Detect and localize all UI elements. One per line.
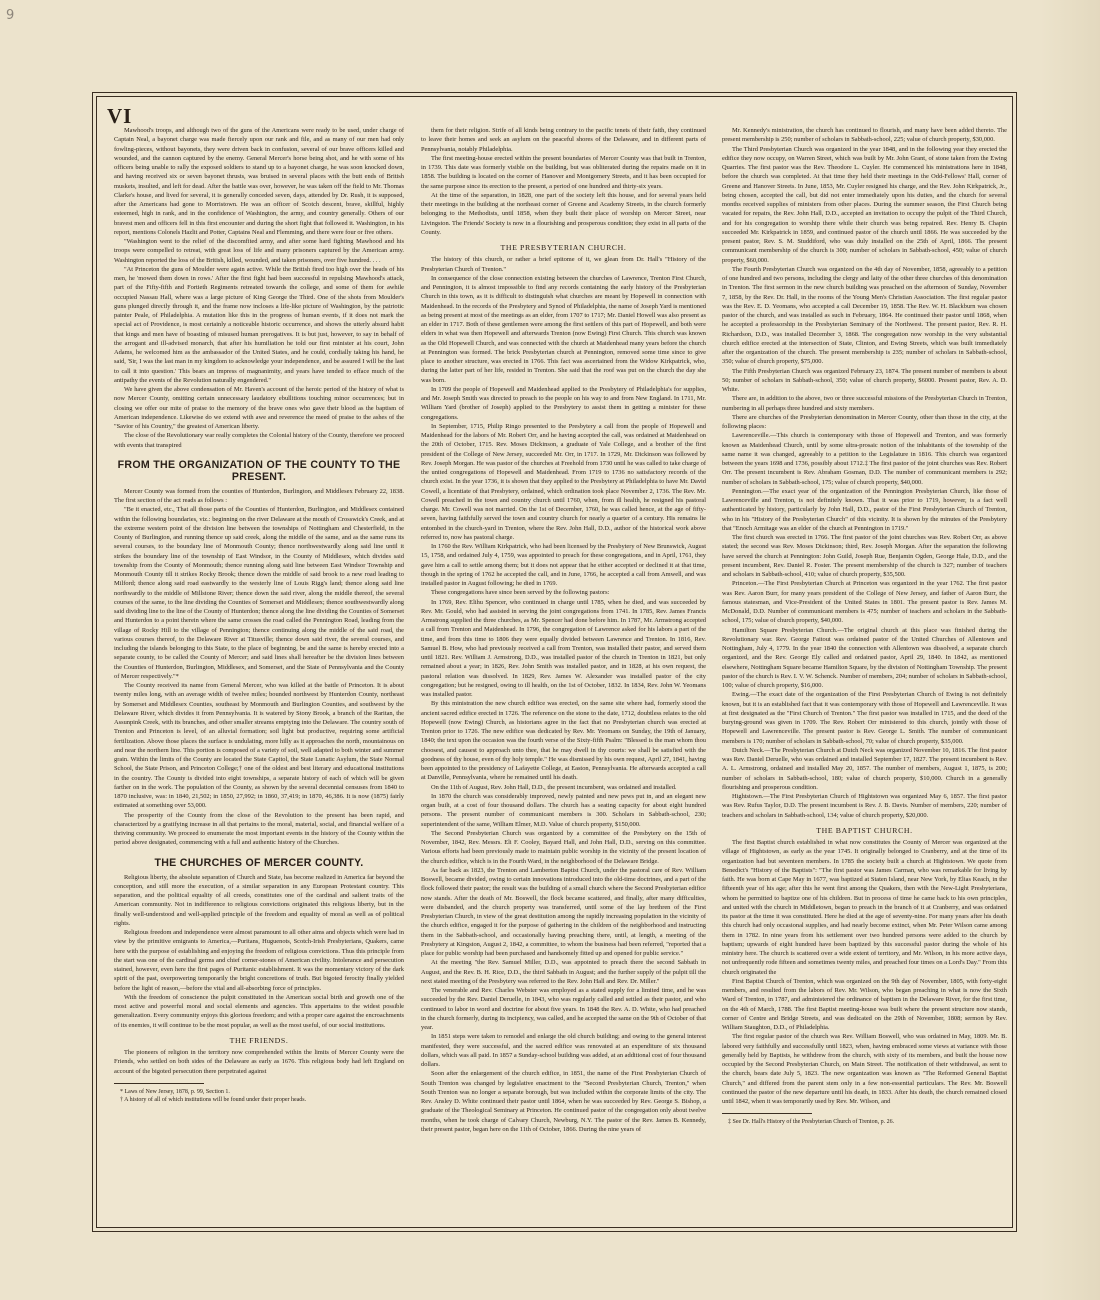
paragraph: Princeton.—The First Presbyterian Church at Princeton was organized in the year 1762. The first pastor was Rev. Aaron Burr, for many years president of the College of New Jersey, and father of Aaron Burr, the famous statesman, and Vice-President of the United States in 1801. The present pastor is Rev. James M. McDonald, D.D. Number of communicant members is 475; number of teachers and scholars in the Sabbath-school, 175; value of church property, $40,000. xyxy=(722,580,1007,625)
paragraph: The venerable and Rev. Charles Webster was employed as a stated supply for a limited time, and he was succeeded by the Rev. Daniel Deruelle, in 1843, who was regularly called and settled as their pastor, and who continued to labor in word and doctrine for about five years. In 1848 the Rev. A. D. White, who had preached in the church formerly, during its incipiency, was called, and he accepted the same on the 9th of October of that year. xyxy=(421,987,706,1031)
col3-top-paragraphs xyxy=(722,126,1007,820)
paragraph: As far back as 1823, the Trenton and Lamberton Baptist Church, under the pastoral care of Rev. William Boswell, became divided, owing to certain innovations introduced into the old-time doctrines, and a part of the flock followed their pastor; the result was the building of a small church where the Second Presbyterian edifice now stands. After the death of Mr. Boswell, the flock became scattered, and finally, after many difficulties, were disbanded, and the church property was transferred, until some of the lay brethren of the First Presbyterian Church, in view of the great destitution among the rapidly increasing population in the vicinity of the church edifice, engaged it for the purpose of gathering in the children of the neighborhood and instructing them in the Sabbath-school, and occasionally having preaching there, until, at length, a meeting of the Presbytery at Kingston, August 2, 1842, a committee, to whom the business had been referred, "reported that a place for public worship had been purchased and handsomely fitted up and opened for public service." xyxy=(421,866,706,957)
paragraph: Lawrenceville.—This church is contemporary with those of Hopewell and Trenton, and was formerly known as Maidenhead Church, until by some ultra-prosaic notion of the inhabitants of the township of the same name it was changed, agreeably to a petition to the Legislature in 1816. This church was organized between the years 1698 and 1736, possibly about 1712.‡ The first pastor of the joint churches was Rev. Robert Orr. The present incumbent is Rev. Abraham Gosman, D.D. The number of communicant members is 292; number of scholars in Sabbath-school, 175; value of church property, $40,000. xyxy=(722,432,1007,486)
paragraph: By this ministration the new church edifice was erected, on the same site where had, formerly stood the ancient sacred edifice erected in 1726. The reference on the stone to the date, 1712, doubtless relates to the old Hopewell (now Ewing) Church, as historians agree in the fact that no Presbyterian church was erected at Trenton prior to 1726. The new edifice was dedicated by Rev. Mr. Yeomans on Sunday, the 19th of January, 1840; the text upon the occasion was the fourth verse of the Sixty-fifth Psalm: "Blessed is the man whom thou choosest, and causest to approach unto thee, that he may dwell in thy courts: we shall be satisfied with the goodness of thy house, even of thy holy temple." He was dismissed by his own request, April 27, 1841, having been appointed to the presidency of Lafayette College, at Easton, Pennsylvania. He afterwards accepted a call at Danville, Pennsylvania, where he remained until his death. xyxy=(421,700,706,782)
paragraph: Mercer County was formed from the counties of Hunterdon, Burlington, and Middlesex February 22, 1838. The first section of the act reads as follows : xyxy=(114,487,404,504)
heading-friends: THE FRIENDS. xyxy=(229,1035,289,1045)
paragraph: In 1760 the Rev. William Kirkpatrick, who had been licensed by the Presbytery of New Brunswick, August 15, 1758, and ordained July 4, 1759, was appointed to preach for these congregations, and in April, 1761, they gave him a call to settle among them; but it does not appear that he either accepted or declined it at that time, though in the spring of 1762 he accepted the call, and in June, 1766, he accepted a call from Amwell, and was installed pastor in August following; he died in 1769. xyxy=(421,543,706,587)
paragraph: These congregations have since been served by the following pastors: xyxy=(431,589,610,597)
paragraph: The first regular pastor of the church was Rev. William Boswell, who was ordained in May, 1809. Mr. B. labored very faithfully and successfully until 1823, when, having embraced some views at variance with those generally held by Baptists, he withdrew from the church, with sixty of its members, and built the house now occupied by the Second Presbyterian Church, on Main Street. The notification of their withdrawal, as sent to the church, bears date July 5, 1823. The new organization was known as "The Reformed General Baptist Church," and differed from the parent stem only in a few non-essential particulars. The Rev. Mr. Boswell continued the pastor of the new departure until his death, in 1833. After his death, the church remained closed until 1842, when it was temporarily used by Rev. Mr. Wilson, and xyxy=(722,1033,1007,1105)
paragraph: On the 11th of August, Rev. John Hall, D.D., the present incumbent, was ordained and installed. xyxy=(431,783,677,791)
paragraph: Mr. Kennedy's ministration, the church has continued to flourish, and many have been added thereto. The present membership is 250; number of scholars in Sabbath-school, 225; value of church property, $30,000. xyxy=(722,127,1007,144)
paragraph: The prosperity of the County from the close of the Revolution to the present has been rapid, and characterized by a gratifying increase in all that pertains to the moral, material, social, and financial welfare of a thriving community. We proceed to enumerate the most important events in the history of the County within the period above designated, commencing with a full and authentic history of the Churches. xyxy=(114,811,404,847)
edge-discoloration xyxy=(1040,0,1100,1300)
paragraph: "Be it enacted, etc., That all those parts of the Counties of Hunterdon, Burlington, and Middlesex contained within the following boundaries, viz.: beginning on the river Delaware at the mouth of Crosswick's Creek, and at the extreme western point of the division line between the townships of Nottingham and Chesterfield, in the County of Burlington, and running thence up said creek, along the middle of the same, and as the same runs its several courses, to the boundary line of Monmouth County; thence northwestwardly along said line until it strikes the boundary line of the township of East Windsor, in the County of Middlesex, which divides said township from the County of Monmouth; thence running along said line between East Windsor Township and Monmouth County till it strikes Rocky Brook; thence down the middle of said brook to a new road leading to Milford; thence along said road eastwardly to the westerly line of Louis Rigg's land; thence along said line northwardly to the middle of Millstone River; thence down the said river, along the middle thereof, the several courses of the same, to the line dividing the Counties of Somerset and Middlesex; thence southwestwardly along said dividing line to the line of the County of Hunterdon; thence along the line dividing the Counties of Somerset and Hunterdon to a point therein where the same crosses the road called the Pennington Road, leading from the village of Rocky Hill to the village of Pennington; thence continuing along the middle of the said road, the various courses thereof, to the Delaware River at Titusville; thence down said river, the several courses, and including the islands belonging to this State, to the place of beginning, be and the same is hereby erected into a separate county, to be called the County of Mercer; and said lines shall hereafter be the division lines between the Counties of Hunterdon, Burlington, Middlesex, and Somerset, and the State of Pennsylvania and the County of Mercer respectively."* xyxy=(114,506,404,680)
paragraph: Dutch Neck.—The Presbyterian Church at Dutch Neck was organized November 10, 1816. The first pastor was Rev. Daniel Deruelle, who was ordained and installed September 17, 1827. The present incumbent is Rev. A. L. Armstrong, ordained and installed May 20, 1857. The number of members, August 1, 1875, is 200; number of scholars in Sabbath-school, 180; value of church property, $10,000. Church in a generally flourishing and prosperous condition. xyxy=(722,746,1007,791)
paragraph: The first church was erected in 1766. The first pastor of the joint churches was Rev. Robert Orr, as above stated; the second was Rev. Moses Dickinson; third, Rev. Joseph Morgan. After the separation the following have served the church at Pennington: John Guild, Joseph Rue, Benjamin Ogden, George Hale, D.D., and the present incumbent, Rev. Daniel R. Foster. The present membership of the church is 327; number of teachers and scholars in Sabbath-school, 410; value of church property, $35,500. xyxy=(722,534,1007,578)
footnote-rule-col3 xyxy=(722,1113,812,1114)
col3-baptist-paragraphs xyxy=(722,838,1007,1106)
heading-presbyterian: THE PRESBYTERIAN CHURCH. xyxy=(500,243,627,252)
col2-presbyterian-paragraphs xyxy=(421,255,706,1134)
paragraph: Hightstown.—The First Presbyterian Church of Hightstown was organized May 6, 1857. The first pastor was Rev. Rufus Taylor, D.D. The present incumbent is Rev. J. B. Davis. Number of members, 220; number of teachers and scholars in Sabbath-school, 134; value of church property, $20,000. xyxy=(722,793,1007,819)
paragraph: At the meeting "the Rev. Samuel Miller, D.D., was appointed to preach there the second Sabbath in August, and the Rev. B. H. Rice, D.D., the third Sabbath in August; and the further supply of the pulpit till the next stated meeting of the Presbytery was referred to the Rev. John Hall and Rev. Dr. Miller." xyxy=(421,959,706,985)
page-number: VI xyxy=(107,104,133,128)
paragraph: Mawhood's troops, and although two of the guns of the Americans were ready to be used, under charge of Captain Neal, a bayonet charge was made fiercely upon our rank and file, and as many of our men had only fowling-pieces, without bayonets, they were driven back in confusion, several of our brave officers killed and wounded, and the cannon captured by the enemy. General Mercer's horse being shot, and he with some of his officers being unable to rally the exposed soldiers to stand up to a bayonet charge, he was soon knocked down, and having received six or seven bayonet thrusts, was bruised in several places with the butt ends of British muskets, insulted, and left for dead. After the battle was over, however, he was taken off the field to Mr. Thomas Clarke's house, and lived for several, it is generally conceded seven, days, attended by Dr. Rush, it is supposed, after the Americans had gone to Morristown. He was an officer of Scotch descent, brave, skillful, highly esteemed, high in rank, and in the confidence of Washington, the army, and country generally. Others of our bravest men and officers fell in this first encounter and during the short fight that followed it. Washington, in his report, mentions Colonels Hazlit and Potter, Captains Neal and Flemming, and there were four or five others. xyxy=(114,127,404,236)
paragraph: Religious freedom and independence were almost paramount to all other aims and objects which were had in view by the primitive emigrants to America,—Puritans, Huguenots, Scotch-Irish Presbyterians, Quakers, came here with the purpose of establishing and enjoying the freedom of religious convictions. Thus this principle from the start was one of the cardinal germs and chief corner-stones of American civility. Intolerance and persecution stained, however, even here the first pages of Puritanic establishment. It was the momentary victory of the dark spirit of the past, overpowering temporarily the bright concretions of truth. But bigoted ferocity finally yielded before the light of reason,—before the vital and all-absorbing force of principles. xyxy=(114,929,404,992)
heading-baptist: THE BAPTIST CHURCH. xyxy=(816,825,913,835)
paragraph: Hamilton Square Presbyterian Church.—The original church at this place was finished during the Revolutionary war. Rev. George Faitout was ordained pastor of the United Churches of Allentown and Nottingham, July 4, 1779. In the year 1840 the connection with Allentown was dissolved, a separate church organized, and the Rev. George Ely called and ordained pastor, April 29, 1840. In 1842, as mentioned elsewhere, Nottingham Square became Hamilton Square, by the division of Nottingham Township. The present pastor of the church is Rev. I. V. W. Schenck. Number of members, 204; number of scholars in Sabbath-school, 100; value of church property, $16,000. xyxy=(722,626,1007,689)
paragraph: We have given the above condensation of Mr. Haven's account of the heroic period of the history of what is now Mercer County, omitting certain unnecessary laudatory ebullitions touching minor occurrences; but in closing we offer our mite of praise to the memory of the brave ones who gave their blood as the baptism of American independence. Likewise do we extend with awe and reverence the meed of praise to the ashes of the "Savior of his Country," the greatest of American liberty. xyxy=(114,386,404,430)
paragraph: "Washington went to the relief of the discomfited army, and after some hard fighting Mawhood and his troops were compelled to retreat, with great loss of life and many prisoners captured by the American army. Washington reported the loss of the British, killed, wounded, and taken prisoners, over five hundred. . . . xyxy=(114,238,404,264)
paragraph: The close of the Revolutionary war really completes the Colonial history of the County, therefore we proceed with events that transpired xyxy=(114,432,404,449)
paragraph: At the time of the separation, in 1828, one part of the society left this house, and for several years held their meetings in the building at the northeast corner of Greene and Academy Streets, in the church formerly belonging to the Methodists, until 1858, when they built their place of worship on Mercer Street, near Livingston. The Friends' Society is now in a flourishing and prosperous condition; they exist in all parts of the County. xyxy=(421,191,706,236)
col2-top-paragraphs xyxy=(421,126,706,237)
column-2 xyxy=(421,126,706,1216)
paragraph: The first meeting-house erected within the present boundaries of Mercer County was that built in Trenton, in 1739. This date was formerly visible on the building, but was obliterated during the repairs made on it in 1858. The building is located on the corner of Hanover and Montgomery Streets, and it has been occupied for the same purpose since its erection to the present, a period of one hundred and thirty-six years. xyxy=(421,154,706,190)
col3-footnotes xyxy=(722,1118,1007,1127)
paragraph: In 1769, Rev. Elihu Spencer, who continued in charge until 1785, when he died, and was succeeded by Rev. Mr. Gould, who had assisted in serving the joint congregations from 1741. In 1785, Rev. James Francis Armstrong supplied the three churches, as Mr. Spencer had done before him. In 1787, Mr. Armstrong accepted a call from Trenton and Maidenhead. In 1796, the congregation of Lawrence asked for his labors a part of the time, and from this time to 1806 they were equally divided between Lawrence and Trenton. In 1816, Rev. Samuel B. How, who had previously received a call from Trenton, was installed their pastor, and served them until 1821. Rev. William J. Armstrong, D.D., was installed pastor of the church in Trenton in 1821, but only remained about a year; in 1826, Rev. John Smith was installed pastor, and in 1828, at his own request, the pastoral relation was dissolved. In 1829, Rev. James W. Alexander was installed pastor of the city congregation; but he resigned, owing to ill health, on the 1st of October, 1832. In 1834, Rev. John W. Yeomans was installed pastor. xyxy=(421,598,706,698)
paragraph: In consequence of the close connection existing between the churches of Lawrence, Trenton First Church, and Pennington, it is almost impossible to find any records containing the early history of the Presbyterian Church in this town, as it is difficult to distinguish what churches are meant by Hopewell in connection with Maidenhead. In the records of the Presbytery and Synod of Philadelphia, the name of Joseph Yard is mentioned as being present at most of the meetings as an elder, from 1707 to 1717; Mr. Daniel Howell was also present as an elder in 1717. Both of these gentlemen were among the first settlers of this part of Hopewell, and both were elders in what was then Hopewell and afterwards Trenton (now Ewing) First Church. This church was known as the Old Hopewell Church, and was connected with the church at Maidenhead many years before the church at Pennington was formed. The brick Presbyterian church at Pennington, removed some time since to give place to another structure, was erected in 1766. This fact was ascertained from the Widow Kirkpatrick, who, during the latter part of her life, resided in Trenton. She said that the roof was put on the church the day she was born. xyxy=(421,274,706,384)
paragraph: In September, 1715, Philip Ringo presented to the Presbytery a call from the people of Hopewell and Maidenhead for the labors of Mr. Robert Orr, and he having accepted the call, was ordained at Maidenhead on the 20th of October, 1715. Rev. Moses Dickinson, a graduate of Yale College, and a brother of the first president of the College of New Jersey, succeeded Mr. Orr, in 1717. In 1729, Mr. Dickinson was followed by Rev. Joseph Morgan. He was pastor of the churches at Freehold from 1730 until he was called to take charge of the united congregations of Hopewell and Maidenhead. From 1719 to 1736 no satisfactory records of the church exist. In the year 1736, it is shown that they applied to the Presbytery at Philadelphia to have Mr. David Cowell, a licentiate of that Presbytery, ordained, which ordination took place November 2, 1736. The Rev. Mr. Cowell preached in the town and country church until 1760, when, from ill health, he resigned his pastoral charge. Mr. Cowell was not married. On the 1st of December, 1760, he was called hence, at the age of fifty-seven, having faithfully served the town and country church for nearly a quarter of a century. His remains lie entombed in the church-yard in Trenton, where the Rev. John Hall, D.D., author of the historical work above referred to, now has pastoral charge. xyxy=(421,422,706,541)
paragraph: First Baptist Church of Trenton, which was organized on the 9th day of November, 1805, with forty-eight members, and resulted from the labors of Rev. Mr. Wilson, who began preaching in what is now the Sixth Ward of Trenton, in 1787, and administered the ordinance of baptism in the Delaware River, for the first time, on the 4th of March, 1788. The first Baptist meeting-house was built where the present structure now stands, corner of Centre and Bridge Streets, and was dedicated on the 29th of November, 1808; sermon by Rev. William Staughton, D.D., of Philadelphia. xyxy=(722,977,1007,1031)
paragraph: "At Princeton the guns of Moulder were again active. While the British fired too high over the heads of his men, he 'mowed them down in rows.' After the first fight had been successful in repulsing Mawhood's attack, part of the Fifty-fifth and Fortieth Regiments retreated towards the college, and some of them for awhile occupied Nassau Hall, where was a large picture of King George the Third. One of the shots from Moulder's guns plunged directly through it, and the frame now incloses a life-like picture of Washington, by the patriotic painter Peale, of Philadelphia. A mutation like this in the progress of human events, if it does not mark the special act of Providence, is most certainly a noticeable historic occurrence, and shows the utterly absurd habit that kings and men have of boasting of misused human prerogatives. It is but just, however, to say in behalf of the arrogant and ill-advised monarch, that after his humiliation he told our first minister at his court, John Adams, he welcomed him as the ambassador of the United States, and he could, cordially taking his hand, he said, 'Sir, I was the last man in my kingdom to acknowledge your independence, and be assured I will be the last to call it into question.' This bears an impress of magnanimity, and years have tended to efface much of the antipathy the events of the Revolution naturally engendered." xyxy=(114,265,404,384)
paragraph: The Third Presbyterian Church was organized in the year 1848, and in the following year they erected the edifice they now occupy, on Warren Street, which was built by Mr. John Grant, of stone taken from the Ewing Quarries. The first pastor was the Rev. Theodore L. Cuyler. He commenced his ministrations here in 1848, before the church was completed. At that time they held their meetings in the Odd-Fellows' Hall, corner of Greene and Hanover Streets. In June, 1853, Mr. Cuyler resigned his charge, and the Rev. John Kirkpatrick, Jr., being chosen, accepted the call, but did not enter immediately upon his duties, and the church for several months received supplies of ministers from other places. During the summer season, the First Church being vacated for repairs, the Rev. John Hall, D.D., accepted an invitation to occupy the pulpit of the Third Church, and for his congregation to worship there while their church was being repaired. Rev. Henry B. Chapin succeeded Mr. Kirkpatrick in 1859, and continued pastor of the church until 1866. He was succeeded by the present pastor, Rev. S. M. Studdiford, who was duly installed on the 25th of April, 1866. The present communicant membership of the church is 300; number of scholars in Sabbath-school, 450; value of church property, $60,000. xyxy=(722,145,1007,264)
paragraph: The history of this church, or rather a brief epitome of it, we glean from Dr. Hall's "History of the Presbyterian Church of Trenton." xyxy=(421,256,706,273)
paragraph: Ewing.—The exact date of the organization of the First Presbyterian Church of Ewing is not definitely known, but it is an established fact that it was contemporary with those of Hopewell and Lawrenceville. It was at first designated as the "First Church of Trenton." The first pastor was installed in 1715, and the deed of the burying-ground was given in 1709. The Rev. Robert Orr ministered to this church, jointly with those of Hopewell and Lawrenceville. The present pastor is Rev. George L. Smith. The number of communicant members is 170; number of scholars in Sabbath-school, 70; value of church property, $35,000. xyxy=(722,691,1007,745)
paragraph: In 1851 steps were taken to remodel and enlarge the old church building; and owing to the general interest manifested, they were successful, and the sacred edifice was renovated at an expenditure of six thousand dollars, which was all paid. In 1857 a Sunday-school building was added, at an additional cost of four thousand dollars. xyxy=(421,1033,706,1068)
footnote: * Laws of New Jersey, 1878, p. 99, Section 1. xyxy=(120,1088,230,1095)
col1-friends-paragraphs xyxy=(114,1048,404,1076)
column-3 xyxy=(722,126,1007,1216)
paragraph: There are churches of the Presbyterian denomination in Mercer County, other than those in the city, at the following places: xyxy=(722,413,1007,430)
pencil-page-mark: 9 xyxy=(6,8,15,23)
col1-footnotes xyxy=(114,1088,404,1105)
paragraph: The Second Presbyterian Church was organized by a committee of the Presbytery on the 15th of November, 1842, Rev. Messrs. Eli F. Cooley, Bayard Hall, and John Hall, D.D., serving on this committee. Various efforts had been previously made to maintain public worship in the vicinity of the present location of the church edifice, which is in the Fourth Ward, in the neighborhood of the Delaware Bridge. xyxy=(421,829,706,865)
paragraph: The first Baptist church established in what now constitutes the County of Mercer was organized at the village of Hightstown, as early as the year 1745. It originally belonged to Cranberry, and at the time of its organization had but seventeen members. In 1785 the society built a church at Hightstown. We quote from Benedict's "History of the Baptists": "The first pastor was James Carman, who was remarkable for living by faith. He was born at Cape May in 1677, was baptized at Staten Island, near New York, by Elias Keach, in the fifteenth year of his age; after this he went first among the Quakers, then with the New-Light Presbyterians, whom he permitted to baptize one of his children. But in process of time he came back to his own principles, and united with the church in Middletown, began to preach in the branch of it at Cranberry, and was ordained its pastor at the time it was constituted. Here he died at the age of seventy-nine. For many years after his death this church had only occasional supplies, and had nearly become extinct, when Mr. Peter Wilson came among them in 1782. In nine years from his settlement over two hundred persons were added to the church by baptism; upwards of eight hundred have been baptized by this successful pastor during the whole of his ministry here. The church is scattered over a wide extent of territory, and Mr. Wilson, in his more active days, not unfrequently rode fifteen and sometimes twenty miles, and preached four times on a Lord's Day." From this church originated the xyxy=(722,839,1007,976)
paragraph: them for their religion. Strife of all kinds being contrary to the pacific tenets of their faith, they continued to leave their homes and seek an asylum on the peaceful shores of the Delaware, and in different parts of Pennsylvania, notably Philadelphia. xyxy=(421,127,706,153)
footnote: † A history of all of which institutions will be found under their proper heads. xyxy=(120,1097,307,1104)
paragraph: The pioneers of religion in the territory now comprehended within the limits of Mercer County were the Friends, who settled on both sides of the Delaware as early as 1676. This religious body had left England on account of the bigoted persecution there perpetrated against xyxy=(114,1049,404,1075)
footnote: ‡ See Dr. Hall's History of the Presbyterian Church of Trenton, p. 26. xyxy=(728,1119,895,1126)
heading-organization: FROM THE ORGANIZATION OF THE COUNTY TO THE PRESENT. xyxy=(117,458,401,483)
paragraph: The Fourth Presbyterian Church was organized on the 4th day of November, 1858, agreeably to a petition of one hundred and two persons, including the clergy and laity of the other three churches of this denomination in Trenton. The first sermon in the new church building was preached on the afternoon of Sunday, November 7, 1858, by the Rev. Dr. Hall, in the rooms of the Young Men's Christian Association. The first regular pastor was the Rev. E. D. Yeomans, who accepted a call December 19, 1858. The Rev. W. H. Blackburn was chosen pastor of the church, and was installed as such in February, 1864. He continued their pastor until 1868, when he accepted a professorship in the Presbyterian Seminary of the Northwest. The present pastor, Rev. R. H. Richardson, D.D., was installed December 3, 1868. The congregation now worship in the very substantial church edifice erected at the intersection of State, Clinton, and Ewing Streets, which was built immediately after the organization of the church. The present membership is 235; number of scholars in Sabbath-school, 350; value of church property, $75,000. xyxy=(722,265,1007,366)
paragraph: The Fifth Presbyterian Church was organized February 23, 1874. The present number of members is about 50; number of scholars in Sabbath-school, 350; value of church property, $6000. Present pastor, Rev. A. D. White. xyxy=(722,367,1007,393)
col1-organization-paragraphs xyxy=(114,487,404,848)
paragraph: The County received its name from General Mercer, who was killed at the battle of Princeton. It is about twenty miles long, with an average width of twelve miles; bounded northwest by Hunterdon County, northeast by Somerset and Middlesex Counties, southeast by Monmouth and Burlington Counties, and southwest by the Delaware River, which divides it from Pennsylvania. It is watered by Stony Brook, a branch of the Raritan, the Assunpink Creek, with its branches, and other smaller streams emptying into the Delaware. The country south of Trenton and Princeton is level, of an alluvial formation; soil light but productive, requiring some artificial fertilization. Above those places the surface is undulating, more hilly as it approaches the north, mountainous on and near the northern line. This portion is composed of a variety of soil, well adapted to both winter and summer grain. Within the limits of the County are located the State Capitol, the State Lunatic Asylum, the State Normal School, the State Prison, and Princeton College;† one of the oldest and best literary and educational institutions in the country. The County is divided into eight townships, a separate history of each of which will be given farther on in the work. The population of the County, as shown by the several decennial censuses from 1840 to 1870 inclusive, was: in 1840, 21,502; in 1850, 27,992; in 1860, 37,419; in 1870, 46,386. It is now (1875) fairly estimated at something over 53,000. xyxy=(114,682,404,810)
column-1 xyxy=(114,126,404,1216)
paragraph: Pennington.—The exact year of the organization of the Pennington Presbyterian Church, like those of Lawrenceville and Trenton, is not definitely known. That it was prior to 1719, however, is a fact well authenticated by history, particularly by John Hall, D.D., pastor of the First Presbyterian Church of Trenton, who in his "History of the Presbyterian Church" of this vicinity. It is shown by the minutes of the Presbytery that "Enoch Armitage was an elder of the church at Pennington in 1719." xyxy=(722,487,1007,532)
paragraph: Religious liberty, the absolute separation of Church and State, has become realized in America far beyond the conception, and still more the execution, of a similar separation in any European Protestant country. This separation, and the political equality of all creeds, constitutes one of the cardinal and salient traits of the American community. Not in indifference to religious convictions originated this religious liberty, but in the finally well-understood and well-applied principle of the freedom and equality of moral as well as of political rights. xyxy=(114,873,404,927)
paragraph: In 1709 the people of Hopewell and Maidenhead applied to the Presbytery of Philadelphia's for supplies, and Mr. Joseph Smith was directed to preach to the people on his way to and from New England. In 1711, Mr. William Yard (brother of Joseph) applied to the Presbytery to assist them in getting a minister for these congregations. xyxy=(421,385,706,421)
paragraph: With the freedom of conscience the pulpit constituted in the American social birth and growth one of the most active and powerful moral and social elements and agencies. This appertains to the widest possible generalization. Every community enjoys this glorious freedom; and with a proper care against the encroachments of its enemies, it will continue to be the most popular, as well as the most useful, of our social institutions. xyxy=(114,993,404,1029)
paragraph: There are, in addition to the above, two or three successful missions of the Presbyterian Church in Trenton, numbering in all perhaps three hundred and sixty members. xyxy=(722,395,1007,412)
heading-churches: THE CHURCHES OF MERCER COUNTY. xyxy=(154,856,364,869)
col1-top-paragraphs xyxy=(114,126,404,450)
paragraph: Soon after the enlargement of the church edifice, in 1851, the name of the First Presbyterian Church of South Trenton was changed by legislative enactment to the "Second Presbyterian Church, Trenton," when South Trenton was no longer a separate borough, but was included within the corporate limits of the city. The Rev. Ansley D. White continued their pastor until 1864, when he was succeeded by Rev. George S. Bishop, a graduate of the Theological Seminary at Princeton. He continued pastor of the congregation only about twelve months, when he took charge of Calvary Church, Newburg, N.Y. The pastor of the Rev. James B. Kennedy, their present pastor, began here on the 11th of October, 1866. During the nine years of xyxy=(421,1070,706,1133)
col1-churches-paragraphs xyxy=(114,873,404,1030)
paragraph: In 1870 the church was considerably improved, newly painted and new pews put in, and an elegant new organ built, at a cost of four thousand dollars. The church has a seating capacity for about eight hundred persons. The present number of communicant members is 300. Scholars in Sabbath-school, 230; superintendent of the same, William Elmer, M.D. Value of church property, $150,000. xyxy=(421,792,706,828)
footnote-rule xyxy=(114,1083,204,1084)
